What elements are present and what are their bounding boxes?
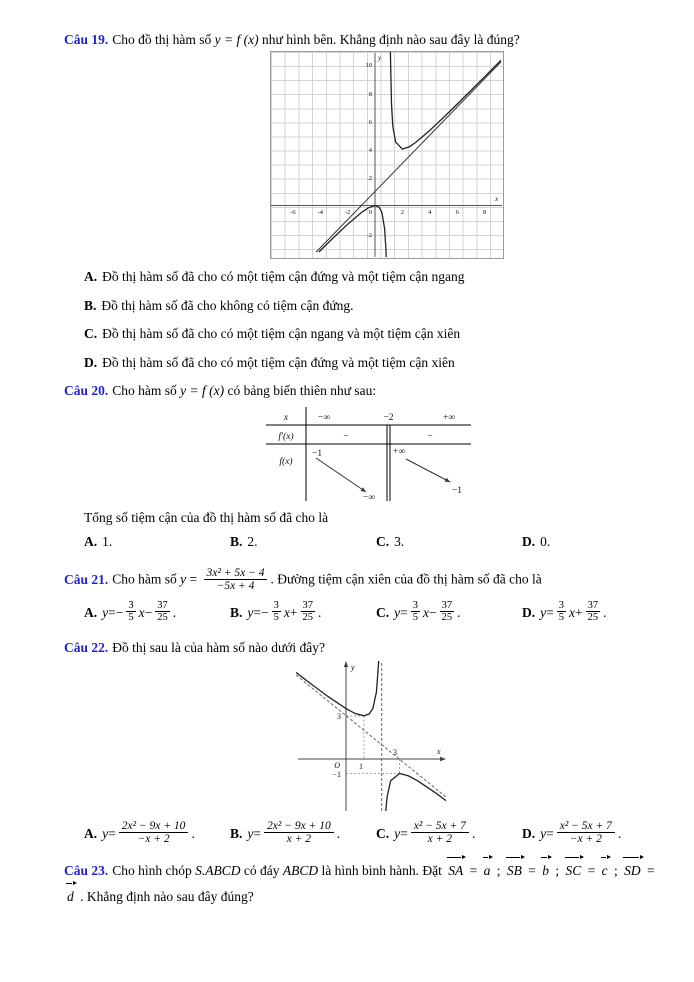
y-axis-label: y [351,663,355,673]
x-tick: 4 [428,209,432,216]
q23-text-4: . Khẳng định nào sau đây đúng? [76,889,254,905]
q20-option-b [230,534,376,550]
option-text: 3. [394,534,405,549]
rational-fraction: $\frac{\text{x² − 5x + 7}}{-x + 2}$ [557,820,615,845]
y-axis-label: y [378,54,382,62]
x-tick: 8 [482,209,487,216]
curve-lower-branch [386,774,446,812]
sign: − [115,604,124,620]
option-letter: D. [522,604,536,620]
var-y: y [540,604,547,620]
x-tick-1: 1 [359,762,363,772]
bbt-x-label: x [283,413,289,423]
q19-label: Câu 19. [64,32,109,47]
var-y: y [247,604,254,620]
q22-graph-svg [296,661,448,813]
option-letter: A. [84,604,98,620]
rational-fraction: $\frac{\text{x² − 5x + 7}}{x + 2}$ [411,820,469,845]
bbt-f-right-bottom: −1 [451,486,463,496]
y-axis-arrowhead [344,661,348,667]
option-letter: C. [84,326,98,341]
bbt-arrow-right [406,459,450,482]
q19-text-after: như hình bên. Khẳng định nào sau đây là đúng? [258,32,520,47]
x-axis-arrowhead [440,757,446,761]
y-tick: -2 [366,232,372,239]
origin-label: O [334,761,340,771]
option-letter: C. [376,534,390,549]
option-letter: B. [230,534,243,549]
q22-option-b [230,821,376,846]
vector-SC: SC [565,858,583,884]
q21-text-before: Cho hàm số [112,571,181,587]
q23-statement [64,858,668,910]
option-letter: D. [522,825,536,841]
equals-sign: = [584,863,599,879]
q22-statement [64,638,668,657]
separator: ; [552,863,563,879]
x-tick-3: 3 [393,748,397,758]
sign: − [429,604,437,620]
coef-fraction: $\frac{3}{5}$ [412,600,418,624]
equals-sign: = [643,863,655,879]
vector-SA: SA [447,858,464,884]
bbt-arrow-left [316,458,366,492]
bbt-sign-right: − [427,432,433,442]
q23-text-3: là hình bình hành. Đặt [318,863,446,879]
sign: − [144,604,153,620]
q20-statement [64,381,668,400]
const-fraction: $\frac{37}{25}$ [157,600,168,624]
q22-options-row [84,821,668,846]
option-text: Đồ thị hàm số đã cho không có tiệm cận đứng. [101,297,354,313]
bbt-f-right-top: +∞ [393,447,406,457]
fraction-numerator: 3x² + 5x − 4 [206,567,265,579]
period: . [318,604,322,620]
q21-var: y [180,571,187,587]
period: . [191,825,195,841]
var-y: y [540,825,547,841]
origin-label: 0 [368,209,372,216]
var-x: x [283,604,290,620]
sign: + [575,604,583,620]
curve-upper-branch [296,661,379,716]
option-letter: A. [84,825,98,841]
option-letter: B. [230,604,243,620]
vector-SD: SD [623,858,642,884]
vector-a: a [483,858,492,884]
equals-sign: = [186,571,201,587]
period: . [172,604,177,620]
equals-sign: = [108,825,116,841]
rational-fraction: $\frac{\text{2x² − 9x + 10}}{x + 2}$ [264,820,334,845]
sign: + [289,604,298,620]
option-letter: B. [230,825,243,841]
y-tick: 10 [365,62,372,69]
q20-text-before: Cho hàm số [112,383,181,398]
y-tick-neg1: −1 [332,770,341,780]
bbt-arrowhead-left [361,487,366,492]
equals-sign: = [400,825,408,841]
option-text: Đồ thị hàm số đã cho có một tiệm cận ngang và một tiệm cận xiên [102,326,461,341]
q20-text-after: có bảng biến thiên như sau: [224,383,377,398]
var-x: x [138,604,145,620]
bbt-fprime-label: f'(x) [278,432,294,442]
q19-option-d [84,353,668,372]
y-tick: 8 [368,91,372,98]
q21-label: Câu 21. [64,571,109,587]
equals-sign: = [524,863,540,879]
q23-math-abcd: ABCD [282,863,319,879]
q22-graph-figure [296,661,448,813]
const-fraction: $\frac{37}{25}$ [587,600,599,624]
q20-option-a [84,534,230,550]
option-text: 0. [540,534,551,549]
q20-subquestion [84,510,668,526]
period: . [336,825,341,841]
q20-subquestion-text: Tổng số tiệm cận của đồ thị hàm số đã cho là [84,510,329,525]
x-tick: -6 [290,209,296,216]
q21-text-after: . Đường tiệm cận xiên của đồ thị hàm số đã cho là [270,571,542,587]
equals-sign: = [108,604,116,620]
option-text: 1. [102,534,113,549]
y-tick: 6 [368,119,372,126]
q19-math: y = f (x) [214,32,259,47]
q20-label: Câu 20. [64,383,109,398]
equals-sign: = [546,825,554,841]
x-axis-label: x [495,195,499,203]
q22-option-d [522,821,668,846]
bbt-x-mid: −2 [383,413,394,423]
var-y: y [394,604,401,620]
q21-option-b [230,601,376,624]
option-letter: A. [84,269,98,284]
q19-option-a [84,267,668,286]
bbt-x-right: +∞ [442,413,456,423]
q20-option-c [376,534,522,550]
vector-SB: SB [506,858,523,884]
var-x: x [423,604,429,620]
const-fraction: $\frac{37}{25}$ [302,600,314,624]
q19-graph-svg [271,52,503,258]
sign: − [261,604,269,620]
curve-left-branch [319,206,386,258]
bbt-f-left-top: −1 [312,449,323,459]
option-text: Đồ thị hàm số đã cho có một tiệm cận đứng và một tiệm cận ngang [102,269,465,284]
q20-options-row [84,534,668,550]
period: . [617,825,622,841]
q23-text-1: Cho hình chóp [112,863,196,879]
q22-option-c [376,821,522,846]
rational-fraction: $\frac{\text{2x² − 9x + 10}}{-x + 2}$ [119,820,189,845]
q20-math: y = f (x) [180,383,225,398]
x-tick: 2 [400,209,405,216]
q19-text-before: Cho đồ thị hàm số [112,32,215,47]
const-fraction: $\frac{37}{25}$ [441,600,453,624]
x-axis-label: x [437,747,441,757]
x-tick: 6 [455,209,459,216]
q20-option-d [522,534,668,550]
q20-variation-table [266,406,471,502]
var-y: y [102,825,109,841]
vector-d: d [66,884,75,910]
q22-option-a [84,821,230,846]
separator: ; [493,863,504,879]
q21-options-row [84,601,668,624]
y-tick: 2 [368,175,372,182]
equals-sign: = [466,863,481,879]
q22-label: Câu 22. [64,640,109,656]
q22-text: Đồ thị sau là của hàm số nào dưới đây? [112,640,326,656]
equals-sign: = [400,604,408,620]
y-tick: 4 [368,147,372,154]
q21-statement [64,568,668,593]
vector-b: b [541,858,550,884]
bbt-f-label: f(x) [279,457,293,467]
var-y: y [394,825,401,841]
bbt-x-left: −∞ [317,413,331,423]
period: . [457,604,461,620]
option-letter: B. [84,297,97,313]
q19-option-b [84,296,668,315]
y-tick-3: 3 [337,712,341,722]
q19-option-c [84,324,668,343]
bbt-sign-left: − [343,432,349,442]
q23-math-sabcd: S.ABCD [195,863,241,879]
coef-fraction: $\frac{3}{5}$ [558,600,564,624]
x-tick: -4 [317,209,324,216]
q19-statement [64,30,668,49]
bbt-f-left-bottom: −∞ [362,493,376,502]
vector-c: c [601,858,609,884]
curve-right-branch [390,52,501,149]
q21-fraction [204,567,268,592]
equals-sign: = [546,604,554,620]
option-text: Đồ thị hàm số đã cho có một tiệm cận đứng và một tiệm cận xiên [102,354,455,370]
q23-text-2: có đáy [240,863,283,879]
q23-label: Câu 23. [64,863,109,879]
option-letter: C. [376,825,390,841]
period: . [603,604,607,620]
fraction-denominator: −5x + 4 [204,579,268,592]
x-tick: -2 [344,209,351,216]
separator: ; [610,863,622,879]
q21-option-c [376,601,522,624]
option-letter: D. [522,534,536,549]
coef-fraction: $\frac{3}{5}$ [128,600,134,624]
slant-asymptote [296,675,446,797]
coef-fraction: $\frac{3}{5}$ [273,600,279,624]
option-letter: C. [376,604,390,620]
equals-sign: = [253,604,262,620]
var-x: x [569,604,575,620]
slant-asymptote-line [316,62,501,252]
q21-option-a [84,601,230,624]
q20-bbt-svg [266,406,471,502]
option-letter: D. [84,354,98,370]
option-letter: A. [84,534,98,549]
var-y: y [102,604,109,620]
period: . [471,825,476,841]
q21-option-d [522,601,668,624]
equals-sign: = [253,825,262,841]
var-y: y [247,825,254,841]
q19-graph-figure [270,51,504,259]
option-text: 2. [247,534,258,549]
